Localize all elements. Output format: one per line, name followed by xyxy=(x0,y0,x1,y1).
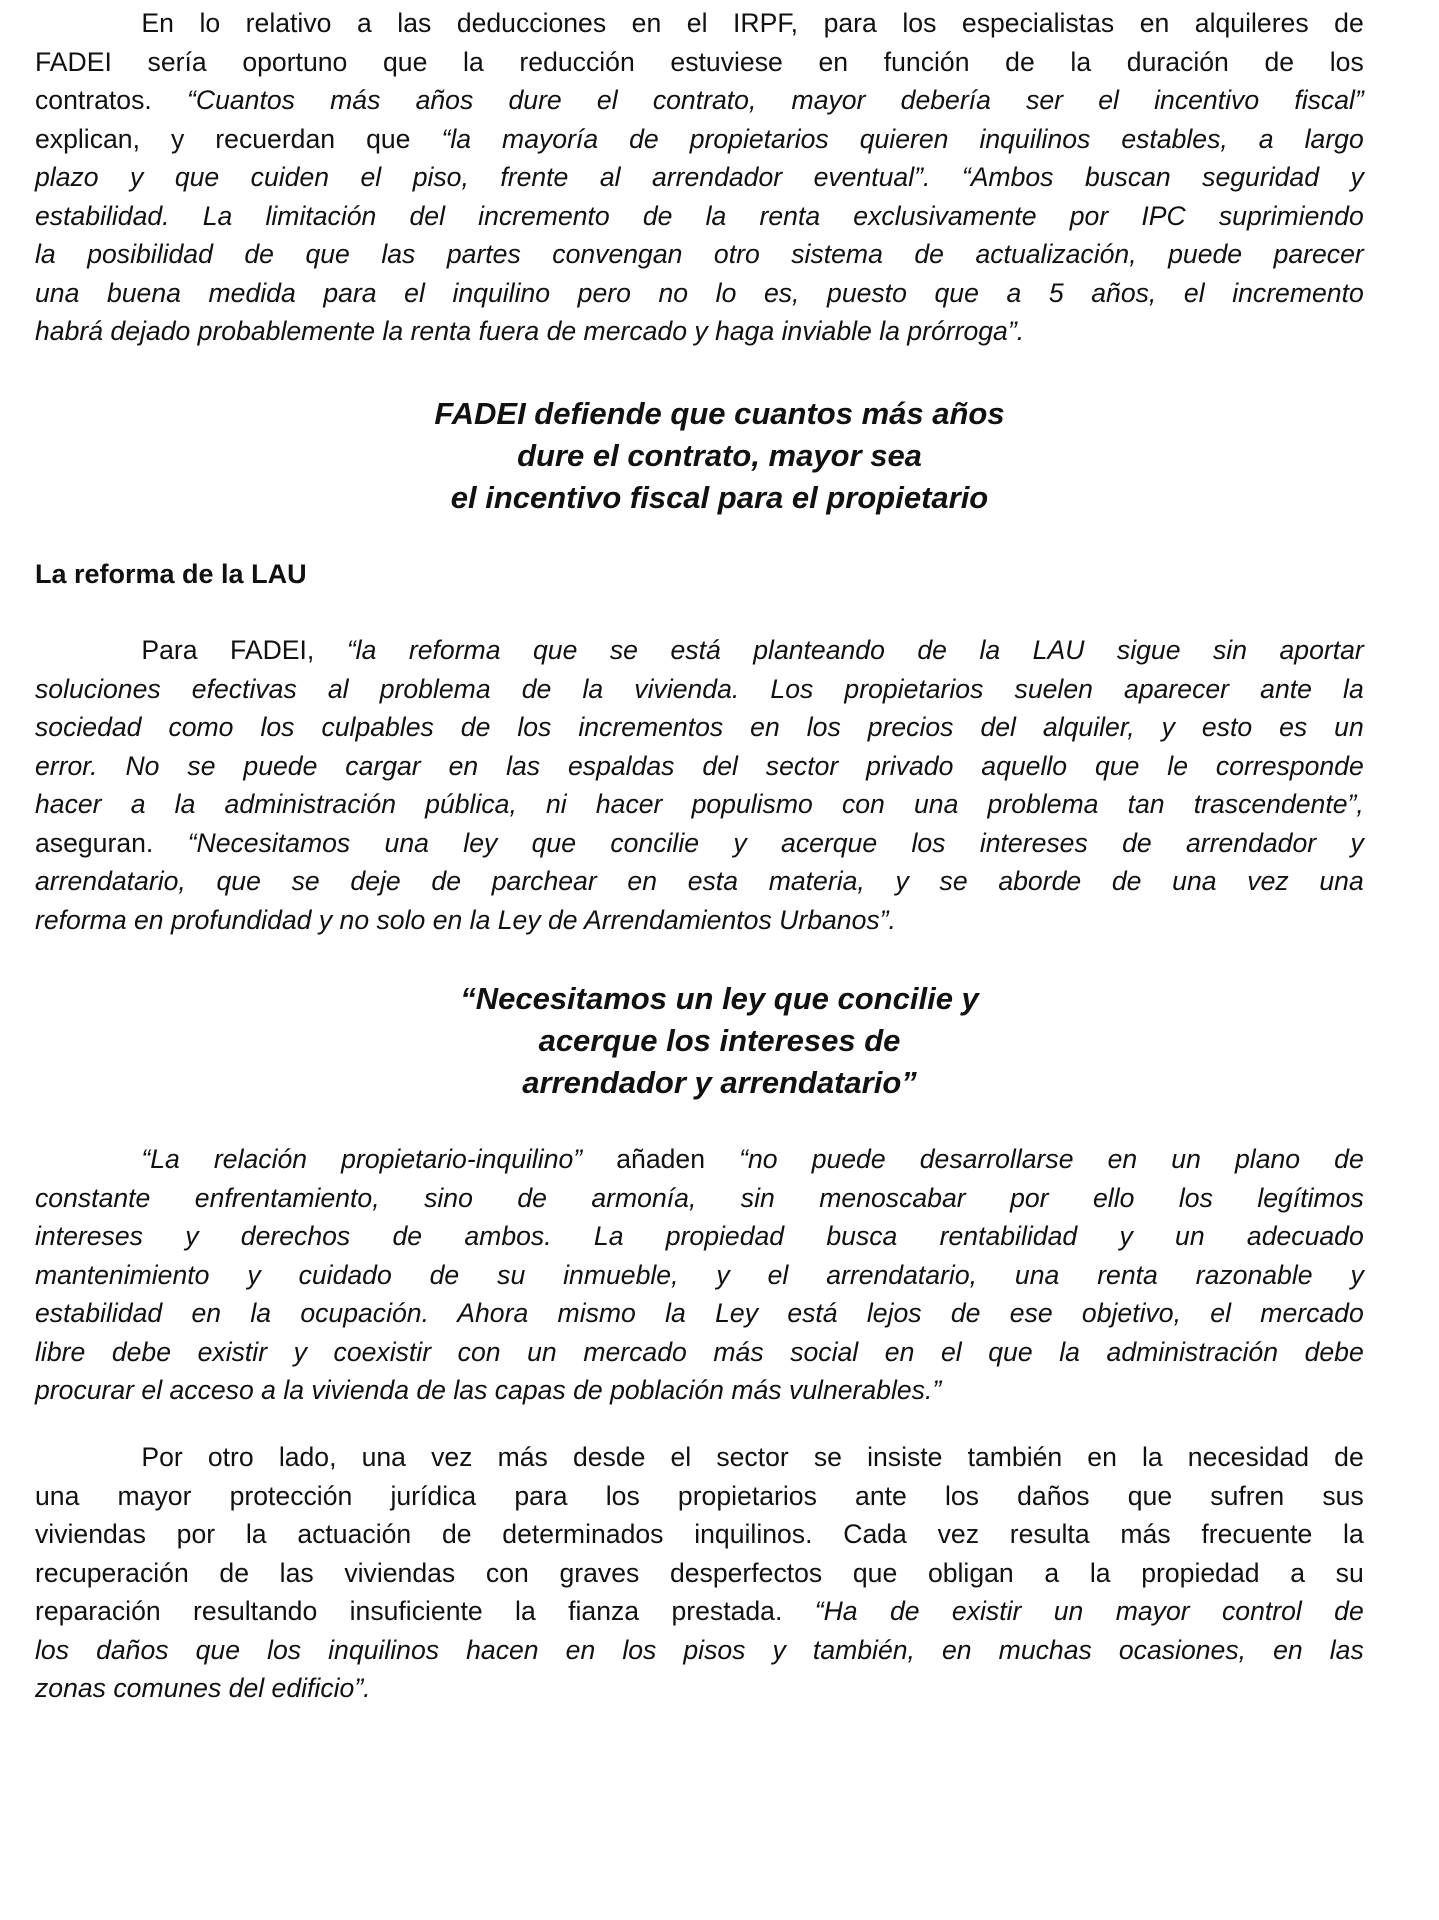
text-line xyxy=(35,1592,1364,1631)
text-run: contratos. xyxy=(35,85,188,115)
text-run: una buena medida para el inquilino pero no lo es, puesto que a 5 años, el incremento xyxy=(35,277,1364,308)
text-run: explican, y recuerdan que xyxy=(35,123,442,154)
text-line xyxy=(35,81,1364,120)
text-run: la posibilidad de que las partes convengan otro sistema de actualización, puede parecer xyxy=(35,239,1364,269)
pull-quote-fiscal-incentive xyxy=(0,393,1439,519)
text-line xyxy=(35,1333,1364,1372)
text-run: FADEI sería oportuno que la reducción estuviese en función de la duración de los xyxy=(35,46,1364,77)
pull-quote-line: acerque los intereses de xyxy=(538,1023,901,1058)
paragraph-legal-protection xyxy=(35,1438,1384,1708)
text-run: aseguran. xyxy=(35,827,188,858)
text-line xyxy=(35,1438,1364,1477)
text-line xyxy=(35,1669,1364,1708)
text-line xyxy=(35,235,1364,274)
text-run: estabilidad en la ocupación. Ahora mismo la Ley está lejos de ese objetivo, el mercado xyxy=(35,1298,1364,1328)
text-line xyxy=(35,901,1364,940)
text-run: “Cuantos más años dure el contrato, mayor debería ser el incentivo fiscal” xyxy=(187,85,1364,115)
text-line xyxy=(35,1515,1364,1554)
text-line xyxy=(35,747,1364,786)
text-run: habrá dejado probablemente la renta fuera de mercado y haga inviable la prórroga”. xyxy=(35,316,1025,346)
text-line xyxy=(35,862,1364,901)
text-line xyxy=(35,1256,1364,1295)
text-line xyxy=(35,1554,1364,1593)
pull-quote-conciliation xyxy=(0,978,1439,1104)
text-line xyxy=(35,824,1364,863)
text-line xyxy=(35,1477,1364,1516)
text-line xyxy=(35,708,1364,747)
text-line xyxy=(35,1371,1364,1410)
text-line xyxy=(35,120,1364,159)
pull-quote-line: FADEI defiende que cuantos más años xyxy=(434,396,1005,431)
pull-quote-line: arrendador y arrendatario” xyxy=(522,1065,917,1100)
text-run: recuperación de las viviendas con graves desperfectos que obligan a la propiedad a su xyxy=(35,1557,1364,1588)
text-run: error. No se puede cargar en las espaldas del sector privado aquello que le corresponde xyxy=(35,750,1364,781)
text-line xyxy=(35,1631,1364,1670)
text-line xyxy=(35,1294,1364,1333)
section-heading: La reforma de la LAU xyxy=(35,559,307,589)
text-run: libre debe existir y coexistir con un mercado más social en el que la administración debe xyxy=(35,1336,1364,1367)
text-run: “Necesitamos una ley que concilie y acerque los intereses de arrendador y xyxy=(187,827,1364,858)
text-line xyxy=(35,670,1364,709)
text-line xyxy=(35,197,1364,236)
paragraph-irpf-deductions xyxy=(35,4,1384,351)
pull-quote-line: el incentivo fiscal para el propietario xyxy=(450,480,989,515)
text-run: zonas comunes del edificio”. xyxy=(35,1673,371,1703)
text-run: Para FADEI, xyxy=(141,635,347,665)
text-run: los daños que los inquilinos hacen en los pisos y también, en muchas ocasiones, en las xyxy=(35,1634,1364,1665)
text-run: una mayor protección jurídica para los propietarios ante los daños que sufren sus xyxy=(35,1480,1364,1511)
text-line xyxy=(35,4,1364,43)
text-run: intereses y derechos de ambos. La propiedad busca rentabilidad y un adecuado xyxy=(35,1221,1364,1251)
text-line xyxy=(35,158,1364,197)
text-line xyxy=(35,1217,1364,1256)
text-line xyxy=(35,43,1364,82)
text-run: “no puede desarrollarse en un plano de xyxy=(739,1144,1364,1174)
text-line xyxy=(35,312,1364,351)
text-run: constante enfrentamiento, sino de armonía, sin menoscabar por ello los legítimos xyxy=(35,1182,1364,1213)
text-run: “la reforma que se está planteando de la LAU sigue sin aportar xyxy=(346,635,1364,665)
text-run: reparación resultando insuficiente la fianza prestada. xyxy=(35,1596,815,1626)
text-run: “la mayoría de propietarios quieren inquilinos estables, a largo xyxy=(441,123,1364,154)
text-run: sociedad como los culpables de los incrementos en los precios del alquiler, y esto es un xyxy=(35,712,1364,742)
text-run: plazo y que cuiden el piso, frente al arrendador eventual”. “Ambos buscan seguridad y xyxy=(35,162,1364,192)
text-run: añaden xyxy=(582,1144,740,1174)
text-run: Por otro lado, una vez más desde el sector se insiste también en la necesidad de xyxy=(141,1442,1364,1472)
pull-quote-line: “Necesitamos un ley que concilie y xyxy=(460,981,979,1016)
text-line xyxy=(35,785,1364,824)
text-line xyxy=(35,631,1364,670)
text-run: viviendas por la actuación de determinados inquilinos. Cada vez resulta más frecuente la xyxy=(35,1519,1364,1549)
text-run: hacer a la administración pública, ni hacer populismo con una problema tan trascendente”, xyxy=(35,789,1364,819)
text-line xyxy=(35,1179,1364,1218)
text-line xyxy=(35,274,1364,313)
paragraph-landlord-tenant-relation xyxy=(35,1140,1384,1410)
text-run: procurar el acceso a la vivienda de las capas de población más vulnerables.” xyxy=(35,1375,942,1405)
pull-quote-line: dure el contrato, mayor sea xyxy=(517,438,922,473)
text-run: reforma en profundidad y no solo en la Ley de Arrendamientos Urbanos”. xyxy=(35,904,896,935)
text-run: soluciones efectivas al problema de la vivienda. Los propietarios suelen aparecer ante la xyxy=(35,673,1364,704)
text-run: En lo relativo a las deducciones en el IRPF, para los especialistas en alquileres de xyxy=(141,8,1364,38)
text-line xyxy=(35,1140,1364,1179)
text-run: mantenimiento y cuidado de su inmueble, y el arrendatario, una renta razonable y xyxy=(35,1259,1364,1290)
text-run: “Ha de existir un mayor control de xyxy=(814,1596,1364,1626)
text-run: estabilidad. La limitación del incremento de la renta exclusivamente por IPC suprimiendo xyxy=(35,200,1364,231)
text-run: arrendatario, que se deje de parchear en esta materia, y se aborde de una vez una xyxy=(35,866,1364,896)
text-run: “La relación propietario-inquilino” xyxy=(141,1144,583,1174)
paragraph-lau-reform xyxy=(35,631,1384,939)
